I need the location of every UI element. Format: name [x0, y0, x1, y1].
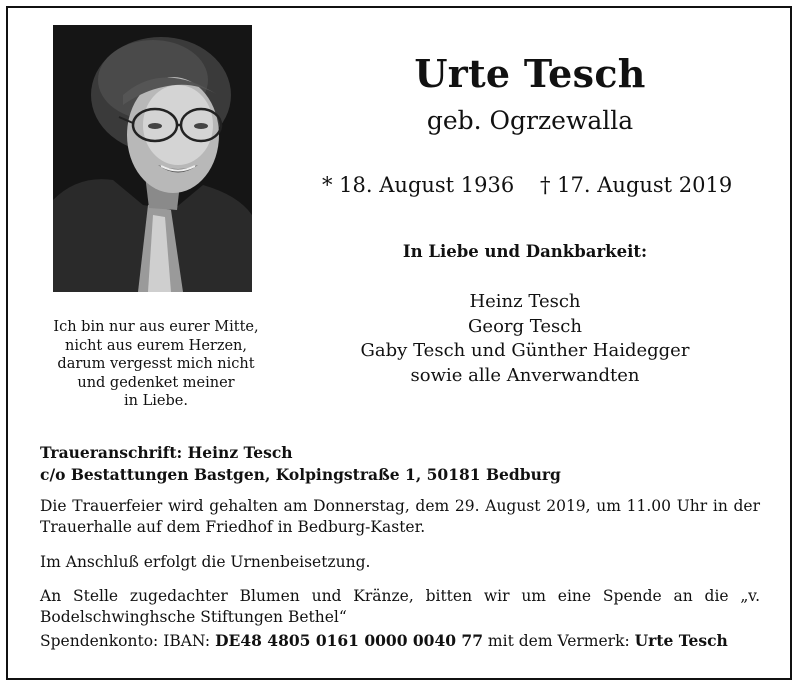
poem-line: in Liebe.: [124, 393, 188, 409]
poem-line: und gedenket meiner: [77, 374, 235, 391]
mourner-name: Gaby Tesch und Günther Haidegger: [360, 340, 690, 361]
reference-label: mit dem Vermerk:: [483, 632, 635, 650]
poem-line: nicht aus eurem Herzen,: [64, 337, 248, 354]
donation-account: [40, 630, 728, 652]
birth-date: * 18. August 1936: [322, 173, 515, 197]
donation-request: [40, 586, 760, 628]
poem-line: darum vergesst mich nicht: [57, 356, 255, 372]
urn-burial-info: Im Anschluß erfolgt die Urnenbeisetzung.: [40, 553, 371, 571]
mourner-name: Heinz Tesch: [469, 291, 581, 312]
ceremony-line: Die Trauerfeier wird gehalten am Donnerstag, dem 29. August 2019, um 11.00 Uhr in der: [40, 497, 760, 515]
maiden-name: geb. Ogrzewalla: [426, 106, 634, 135]
account-label: Spendenkonto: IBAN:: [40, 632, 216, 650]
mourning-address: [40, 442, 561, 486]
deceased-name: Urte Tesch: [414, 51, 646, 96]
mourner-name: sowie alle Anverwandten: [410, 364, 640, 386]
ceremony-line: Trauerhalle auf dem Friedhof in Bedburg-Kaster.: [40, 518, 426, 536]
ceremony-info: [40, 496, 760, 538]
donation-line: An Stelle zugedachter Blumen und Kränze, bitten wir um eine Spende an die „v.: [40, 587, 760, 605]
mourner-name: Georg Tesch: [468, 315, 582, 337]
poem: [40, 318, 272, 411]
iban-value: DE48 4805 0161 0000 0040 77: [215, 631, 483, 650]
address-line: Traueranschrift: Heinz Tesch: [40, 443, 293, 462]
poem-line: Ich bin nur aus eurer Mitte,: [53, 319, 259, 335]
death-date: † 17. August 2019: [540, 173, 733, 197]
mourners-list: [300, 290, 750, 388]
donation-line: Bodelschwinghsche Stiftungen Bethel“: [40, 608, 347, 626]
reference-value: Urte Tesch: [634, 631, 728, 650]
portrait-photo: [53, 25, 252, 292]
dedication-heading: In Liebe und Dankbarkeit:: [402, 242, 648, 261]
address-line: c/o Bestattungen Bastgen, Kolpingstraße 1, 50181 Bedburg: [40, 465, 561, 484]
